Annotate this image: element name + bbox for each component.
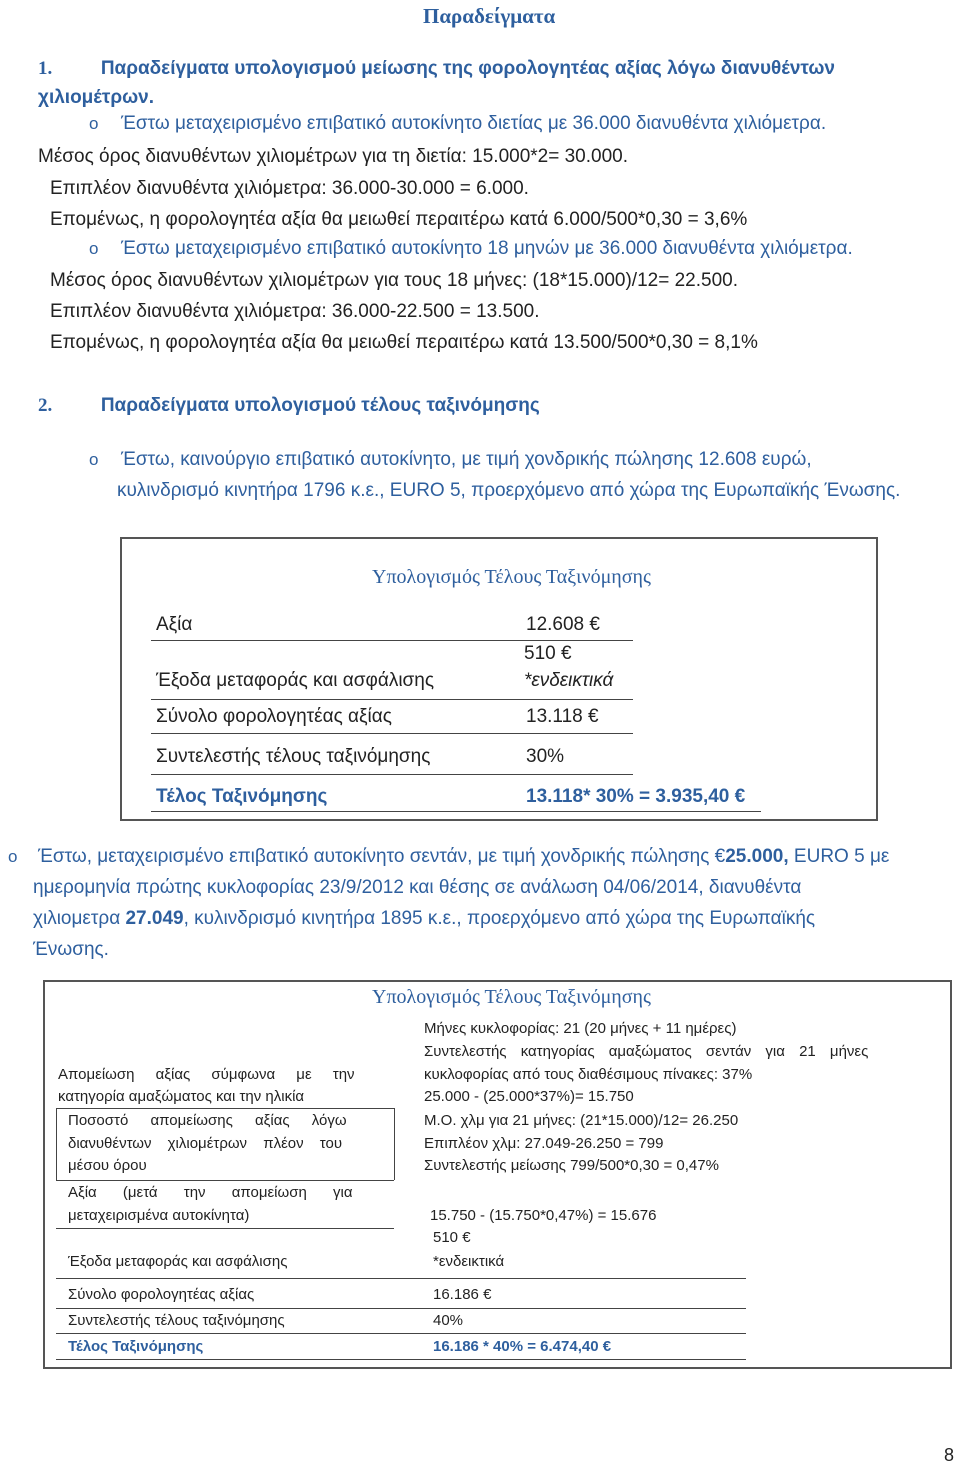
table1-divider: [151, 640, 633, 641]
table2-total-label: Σύνολο φορολογητέας αξίας: [68, 1286, 255, 1303]
table1-divider: [151, 774, 633, 775]
table2-divider: [394, 1108, 395, 1180]
table2-depr-label2: κατηγορία αμαξώματος και την ηλικία: [58, 1088, 305, 1105]
ex1-line2: Επιπλέον διανυθέντα χιλιόμετρα: 36.000-30.000 = 6.000.: [50, 178, 529, 199]
table1-row-label: Έξοδα μεταφοράς και ασφάλισης: [156, 670, 434, 691]
table2-transport-label: Έξοδα μεταφοράς και ασφάλισης: [68, 1253, 288, 1270]
s2-ex1-text1: Έστω, καινούργιο επιβατικό αυτοκίνητο, με τιμή χονδρικής πώλησης 12.608 ευρώ,: [121, 449, 812, 470]
euro-icon: €: [587, 706, 599, 727]
table1-row-value: [526, 614, 600, 636]
page-title: Παραδείγματα: [423, 4, 556, 28]
s2-ex2-line4: Ένωσης.: [33, 939, 109, 960]
bullet: o: [89, 114, 99, 133]
s2-ex2-km: 27.049: [125, 908, 184, 929]
table1-row-value: [524, 643, 572, 665]
section2-heading-text: Παραδείγματα υπολογισμού τέλους ταξινόμησης: [100, 395, 540, 416]
table2-rate-value: 40%: [433, 1312, 464, 1329]
s2-ex2-line3: [33, 908, 815, 930]
s2-ex2-text: χιλιομετρα: [33, 908, 126, 929]
table2-rate-label: Συντελεστής τέλους ταξινόμησης: [68, 1312, 285, 1329]
table2-depr-label1: [58, 1066, 386, 1083]
table1-row-value: 30%: [526, 746, 565, 767]
table2-value-calc: 15.750 - (15.750*0,47%) = 15.676: [430, 1207, 657, 1224]
ex1-line3: Επομένως, η φορολογητέα αξία θα μειωθεί περαιτέρω κατά 6.000/500*0,30 = 3,6%: [50, 209, 748, 230]
table2-divider: [56, 1108, 394, 1109]
ex2-line3: Επομένως, η φορολογητέα αξία θα μειωθεί περαιτέρω κατά 13.500/500*0,30 = 8,1%: [50, 332, 758, 353]
label-text: Απομείωση αξίας σύμφωνα με την: [58, 1066, 355, 1083]
s2-ex1-line2: κυλινδρισμό κινητήρα 1796 κ.ε., EURO 5, προερχόμενο από χώρα της Ευρωπαϊκής Ένωσης.: [117, 480, 901, 501]
s2-ex2-price: 25.000,: [725, 846, 789, 867]
s2-ex2-text: Έστω, μεταχειρισμένο επιβατικό αυτοκίνητο σεντάν, με τιμή χονδρικής πώλησης: [38, 846, 715, 867]
table2-km-avg: Μ.Ο. χλμ για 21 μήνες: (21*15.000)/12= 26.250: [424, 1112, 739, 1129]
section2-heading: [38, 395, 540, 417]
table2-km-coef: Συντελεστής μείωσης 799/500*0,30 = 0,47%: [424, 1157, 719, 1174]
table2-value-label1: Αξία (μετά την απομείωση για: [68, 1184, 353, 1201]
euro-icon: €: [589, 614, 600, 635]
table1-value-text: 13.118: [526, 706, 583, 727]
table2-km-extra: Επιπλέον χλμ: 27.049-26.250 = 799: [424, 1135, 664, 1152]
table2-calc: 25.000 - (25.000*37%)= 15.750: [424, 1088, 634, 1105]
bullet: o: [8, 847, 18, 866]
table1-divider: [151, 811, 761, 812]
table1-row-value: [526, 786, 745, 808]
table1-value-text: 13.118* 30% = 3.935,40: [526, 786, 730, 807]
section2-number: 2.: [38, 395, 53, 416]
ex2-intro-text: Έστω μεταχειρισμένο επιβατικό αυτοκίνητο 18 μηνών με 36.000 διανυθέντα χιλιόμετρα.: [121, 238, 853, 259]
table2-divider: [56, 1359, 746, 1360]
table2-transport-value: [433, 1229, 471, 1246]
table1-row-value: [526, 706, 599, 728]
table1-row-note: *ενδεικτικά: [524, 670, 614, 691]
table2-value-label2: μεταχειρισμένα αυτοκίνητα): [68, 1207, 250, 1224]
table2-fee-value: [433, 1338, 611, 1355]
bullet: o: [89, 239, 99, 258]
s2-ex2-line2: ημερομηνία πρώτης κυκλοφορίας 23/9/2012 και θέσης σε ανάλωση 04/06/2014, διανυθέντα: [33, 877, 802, 898]
ex2-line1: Μέσος όρος διανυθέντων χιλιομέτρων για τους 18 μήνες: (18*15.000)/12= 22.500.: [50, 270, 738, 291]
table2-divider: [56, 1180, 394, 1181]
table1-row-label: Συντελεστής τέλους ταξινόμησης: [156, 746, 431, 767]
table2-km-label3: μέσου όρου: [68, 1157, 147, 1174]
table2-total-value: [433, 1286, 491, 1303]
table2-coef1: Συντελεστής κατηγορίας αμαξώματος σεντάν για 21 μήνες: [424, 1043, 869, 1060]
ex1-line1: Μέσος όρος διανυθέντων χιλιομέτρων για τη διετία: 15.000*2= 30.000.: [38, 146, 629, 167]
table2-divider: [56, 1308, 746, 1309]
table2-transport-note: *ενδεικτικά: [433, 1253, 505, 1270]
section1-number: 1.: [38, 58, 53, 79]
section1-heading: [38, 58, 835, 80]
s2-ex2-line1: [8, 846, 889, 868]
table1-row-label: Τέλος Ταξινόμησης: [156, 786, 328, 807]
table1-value-text: 12.608: [526, 614, 585, 635]
table1-row-label: Αξία: [156, 614, 193, 635]
euro-icon: €: [602, 1338, 612, 1355]
ex1-intro: [89, 113, 826, 135]
ex2-intro: [89, 238, 853, 260]
value-text: 16.186: [433, 1286, 479, 1303]
s2-ex2-text: EURO 5 με: [788, 846, 890, 867]
s2-ex2-text: , κυλινδρισμό κινητήρα 1895 κ.ε., προερχόμενο από χώρα της Ευρωπαϊκής: [183, 908, 816, 929]
s2-ex1-line1: [89, 449, 812, 471]
euro-icon: €: [483, 1286, 492, 1303]
page-number: 8: [944, 1445, 955, 1465]
table2-title: Υπολογισμός Τέλους Ταξινόμησης: [372, 986, 651, 1008]
table1-title: Υπολογισμός Τέλους Ταξινόμησης: [372, 566, 651, 588]
table2-divider: [56, 1278, 746, 1279]
euro-icon: €: [462, 1229, 471, 1246]
section1-heading-line1: Παραδείγματα υπολογισμού μείωσης της φορολογητέας αξίας λόγω διανυθέντων: [100, 58, 836, 79]
table2-months: Μήνες κυκλοφορίας: 21 (20 μήνες + 11 ημέρες): [424, 1020, 737, 1037]
table2: [43, 980, 952, 1369]
value-text: 16.186 * 40% = 6.474,40: [433, 1338, 599, 1355]
euro-icon: €: [734, 786, 746, 807]
euro-icon: €: [714, 846, 726, 867]
table2-fee-label: Τέλος Ταξινόμησης: [68, 1338, 204, 1355]
section1-heading-line2: χιλιομέτρων.: [38, 87, 154, 108]
table2-coef2: κυκλοφορίας από τους διαθέσιμους πίνακες: 37%: [424, 1066, 753, 1083]
ex1-intro-text: Έστω μεταχειρισμένο επιβατικό αυτοκίνητο διετίας με 36.000 διανυθέντα χιλιόμετρα.: [121, 113, 827, 134]
bullet: o: [89, 450, 99, 469]
table1-divider: [151, 699, 633, 700]
table2-km-label1: Ποσοστό απομείωσης αξίας λόγω: [68, 1112, 347, 1129]
table2-divider: [56, 1108, 57, 1180]
table2-divider: [56, 1228, 394, 1229]
table1-row-label: Σύνολο φορολογητέας αξίας: [156, 706, 392, 727]
euro-icon: €: [560, 643, 572, 664]
table2-km-label2: διανυθέντων χιλιομέτρων πλέον του: [68, 1135, 343, 1152]
table1-divider: [151, 733, 633, 734]
table1-value-text: 510: [524, 643, 556, 664]
table2-divider: [56, 1333, 746, 1334]
value-text: 510: [433, 1229, 459, 1246]
ex2-line2: Επιπλέον διανυθέντα χιλιόμετρα: 36.000-22.500 = 13.500.: [50, 301, 540, 322]
